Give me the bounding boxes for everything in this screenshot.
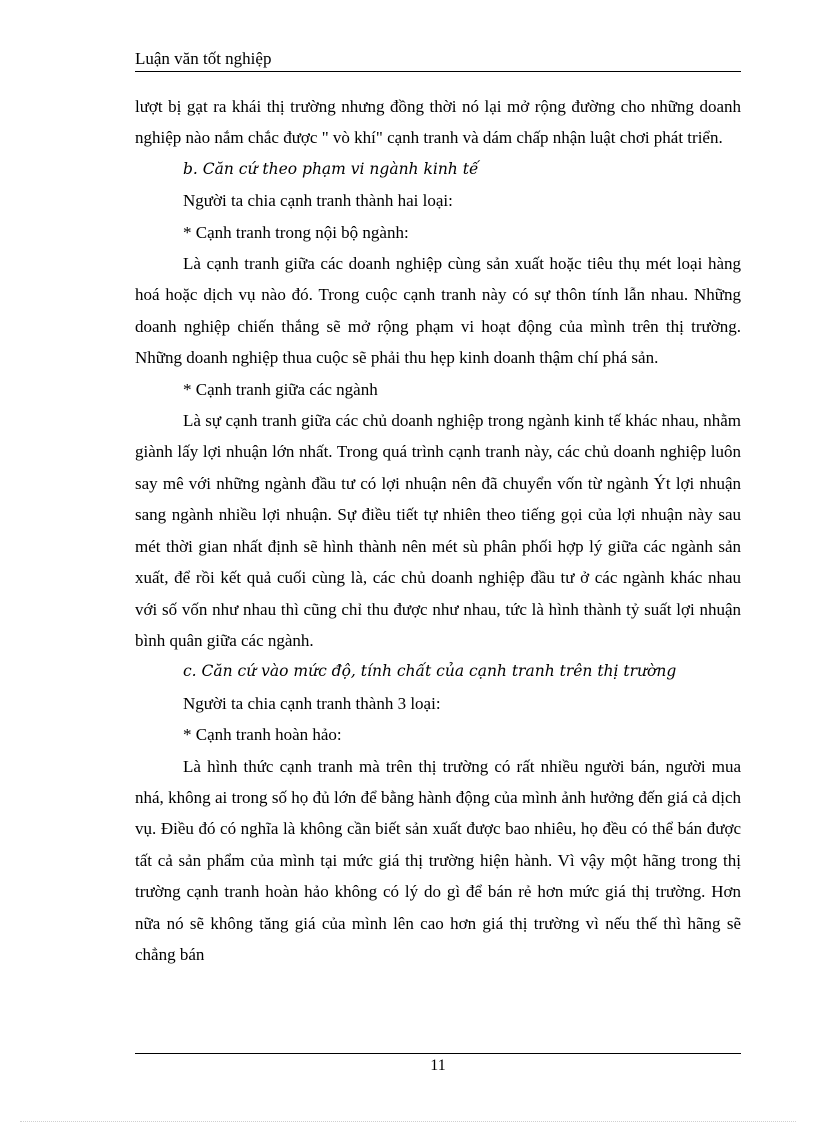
subheading-inter-industry-competition: * Cạnh tranh giữa các ngành xyxy=(183,379,378,399)
paragraph: Người ta chia cạnh tranh thành hai loại: xyxy=(183,191,453,211)
section-heading-c: c. Căn cứ vào mức độ, tính chất của cạnh tranh trên thị trường xyxy=(183,662,677,681)
header-rule xyxy=(135,71,741,72)
subheading-internal-competition: * Cạnh tranh trong nội bộ ngành: xyxy=(183,222,409,242)
page-number: 11 xyxy=(430,1057,446,1074)
document-body xyxy=(135,91,741,970)
page-edge-divider xyxy=(20,1121,796,1122)
paragraph: Là cạnh tranh giữa các doanh nghiệp cùng sản xuất hoặc tiêu thụ mét loại hàng hoá hoặc dịch vụ nào đó. Trong cuộc cạnh tranh này có sự thôn tính lẫn nhau. Những doanh nghiệp chiến thắng sẽ mở rộng phạm vi hoạt động của mình trên thị trường. Những doanh nghiệp thua cuộc sẽ phải thu hẹp kinh doanh thậm chí phá sản. xyxy=(135,254,741,368)
paragraph-continuation: lượt bị gạt ra khái thị trường nhưng đồng thời nó lại mở rộng đường cho những doanh nghiệp nào nắm chắc được " vò khí" cạnh tranh và dám chấp nhận luật chơi phát triển. xyxy=(135,97,741,148)
section-heading-b: b. Căn cứ theo phạm vi ngành kinh tế xyxy=(183,159,479,178)
paragraph: Là sự cạnh tranh giữa các chủ doanh nghiệp trong ngành kinh tế khác nhau, nhằm giành lấy lợi nhuận lớn nhất. Trong quá trình cạnh tranh này, các chủ doanh nghiệp luôn say mê với những ngành đầu tư có lợi nhuận nên đã chuyển vốn từ ngành Ýt lợi nhuận sang ngành nhiều lợi nhuận. Sự điều tiết tự nhiên theo tiếng gọi của lợi nhuận này sau mét thời gian nhất định sẽ hình thành nên mét sù phân phối hợp lý giữa các ngành sản xuất, để rồi kết quả cuối cùng là, các chủ doanh nghiệp đầu tư ở các ngành khác nhau với số vốn như nhau thì cũng chỉ thu được như nhau, tức là hình thành tỷ suất lợi nhuận bình quân giữa các ngành. xyxy=(135,411,741,650)
running-header: Luận văn tốt nghiệp xyxy=(135,49,272,68)
subheading-perfect-competition: * Cạnh tranh hoàn hảo: xyxy=(183,725,342,745)
paragraph: Người ta chia cạnh tranh thành 3 loại: xyxy=(183,693,441,713)
footer-rule xyxy=(135,1053,741,1054)
paragraph: Là hình thức cạnh tranh mà trên thị trường có rất nhiều người bán, người mua nhá, không ai trong số họ đủ lớn để bằng hành động của mình ảnh hưởng đến giá cả dịch vụ. Điều đó có nghĩa là không cần biết sản xuất được bao nhiêu, họ đều có thể bán được tất cả sản phẩm của mình tại mức giá thị trường hiện hành. Vì vậy một hãng trong thị trường cạnh tranh hoàn hảo không có lý do gì để bán rẻ hơn mức giá thị trường. Hơn nữa nó sẽ không tăng giá của mình lên cao hơn giá thị trường vì nếu thế thì hãng sẽ chẳng bán xyxy=(135,756,741,964)
